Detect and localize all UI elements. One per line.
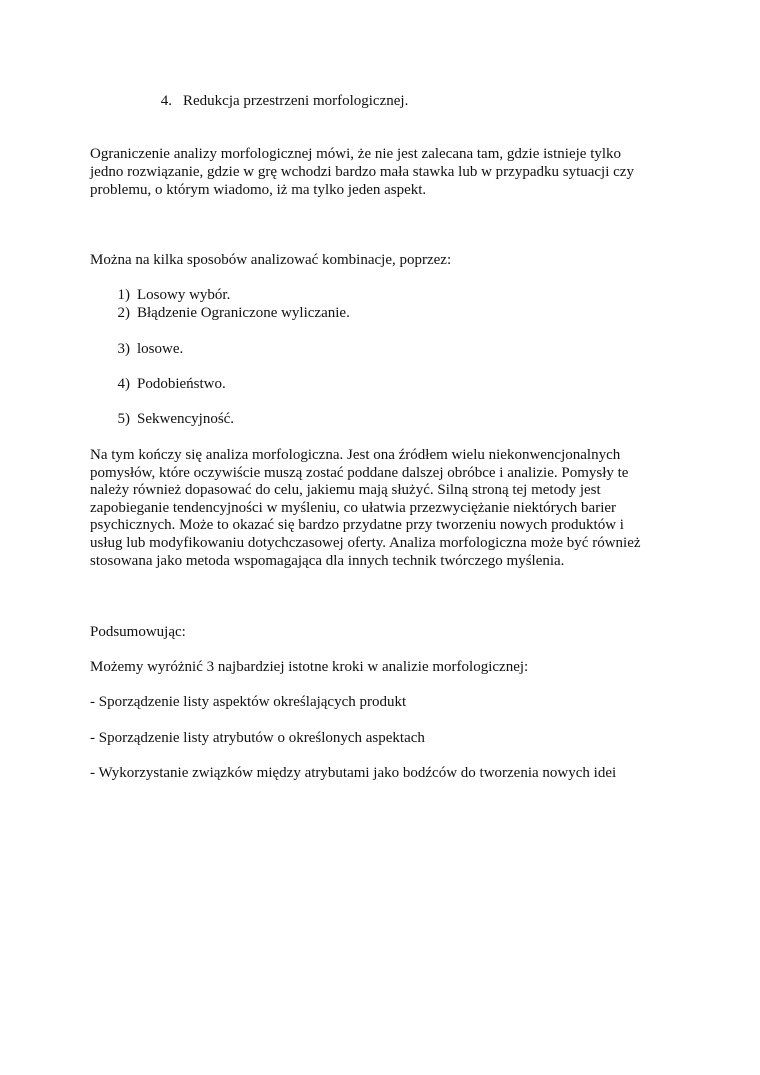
list-item-number: 5): [117, 411, 130, 427]
paragraph-line: Na tym kończy się analiza morfologiczna. Jest ona źródłem wielu niekonwencjonalnych: [90, 447, 621, 463]
summary-step: - Sporządzenie listy aspektów określających produkt: [90, 694, 407, 710]
paragraph-line: zapobieganie tendencyjności w myśleniu, co ułatwia przezwyciężanie niektórych barier: [90, 500, 617, 516]
paragraph-line: psychicznych. Może to okazać się bardzo przydatne przy tworzeniu nowych produktów i: [90, 517, 624, 533]
paragraph-line: należy również dopasować do celu, jakiemu mają służyć. Silną stroną tej metody jest: [90, 482, 601, 498]
list-item-number: 1): [117, 287, 130, 303]
summary-intro: Możemy wyróżnić 3 najbardziej istotne kroki w analizie morfologicznej:: [90, 659, 529, 675]
intro-list-text: Redukcja przestrzeni morfologicznej.: [183, 93, 409, 109]
summary-step: - Sporządzenie listy atrybutów o określonych aspektach: [90, 730, 425, 746]
list-item: Błądzenie Ograniczone wyliczanie.: [137, 305, 350, 321]
combinations-intro: Można na kilka sposobów analizować kombinacje, poprzez:: [90, 252, 452, 268]
list-item: Sekwencyjność.: [137, 411, 235, 427]
list-item-number: 4): [117, 376, 130, 392]
list-item: Losowy wybór.: [137, 287, 231, 303]
list-item: losowe.: [137, 341, 184, 357]
list-item: Podobieństwo.: [137, 376, 226, 392]
list-item-number: 2): [117, 305, 130, 321]
paragraph-line: stosowana jako metoda wspomagająca dla innych technik twórczego myślenia.: [90, 553, 565, 569]
paragraph-line: Ograniczenie analizy morfologicznej mówi, że nie jest zalecana tam, gdzie istnieje tylko: [90, 146, 622, 162]
paragraph-line: jedno rozwiązanie, gdzie w grę wchodzi bardzo mała stawka lub w przypadku sytuacji czy: [90, 164, 634, 180]
summary-heading: Podsumowując:: [90, 624, 186, 640]
paragraph-line: pomysłów, które oczywiście muszą zostać poddane dalszej obróbce i analizie. Pomysły te: [90, 465, 629, 481]
list-item-number: 3): [117, 341, 130, 357]
paragraph-line: problemu, o którym wiadomo, iż ma tylko jeden aspekt.: [90, 182, 427, 198]
summary-step: - Wykorzystanie związków między atrybutami jako bodźców do tworzenia nowych idei: [90, 765, 617, 781]
intro-list-number: 4.: [160, 93, 172, 109]
paragraph-line: usług lub modyfikowaniu dotychczasowej oferty. Analiza morfologiczna może być również: [90, 535, 641, 551]
